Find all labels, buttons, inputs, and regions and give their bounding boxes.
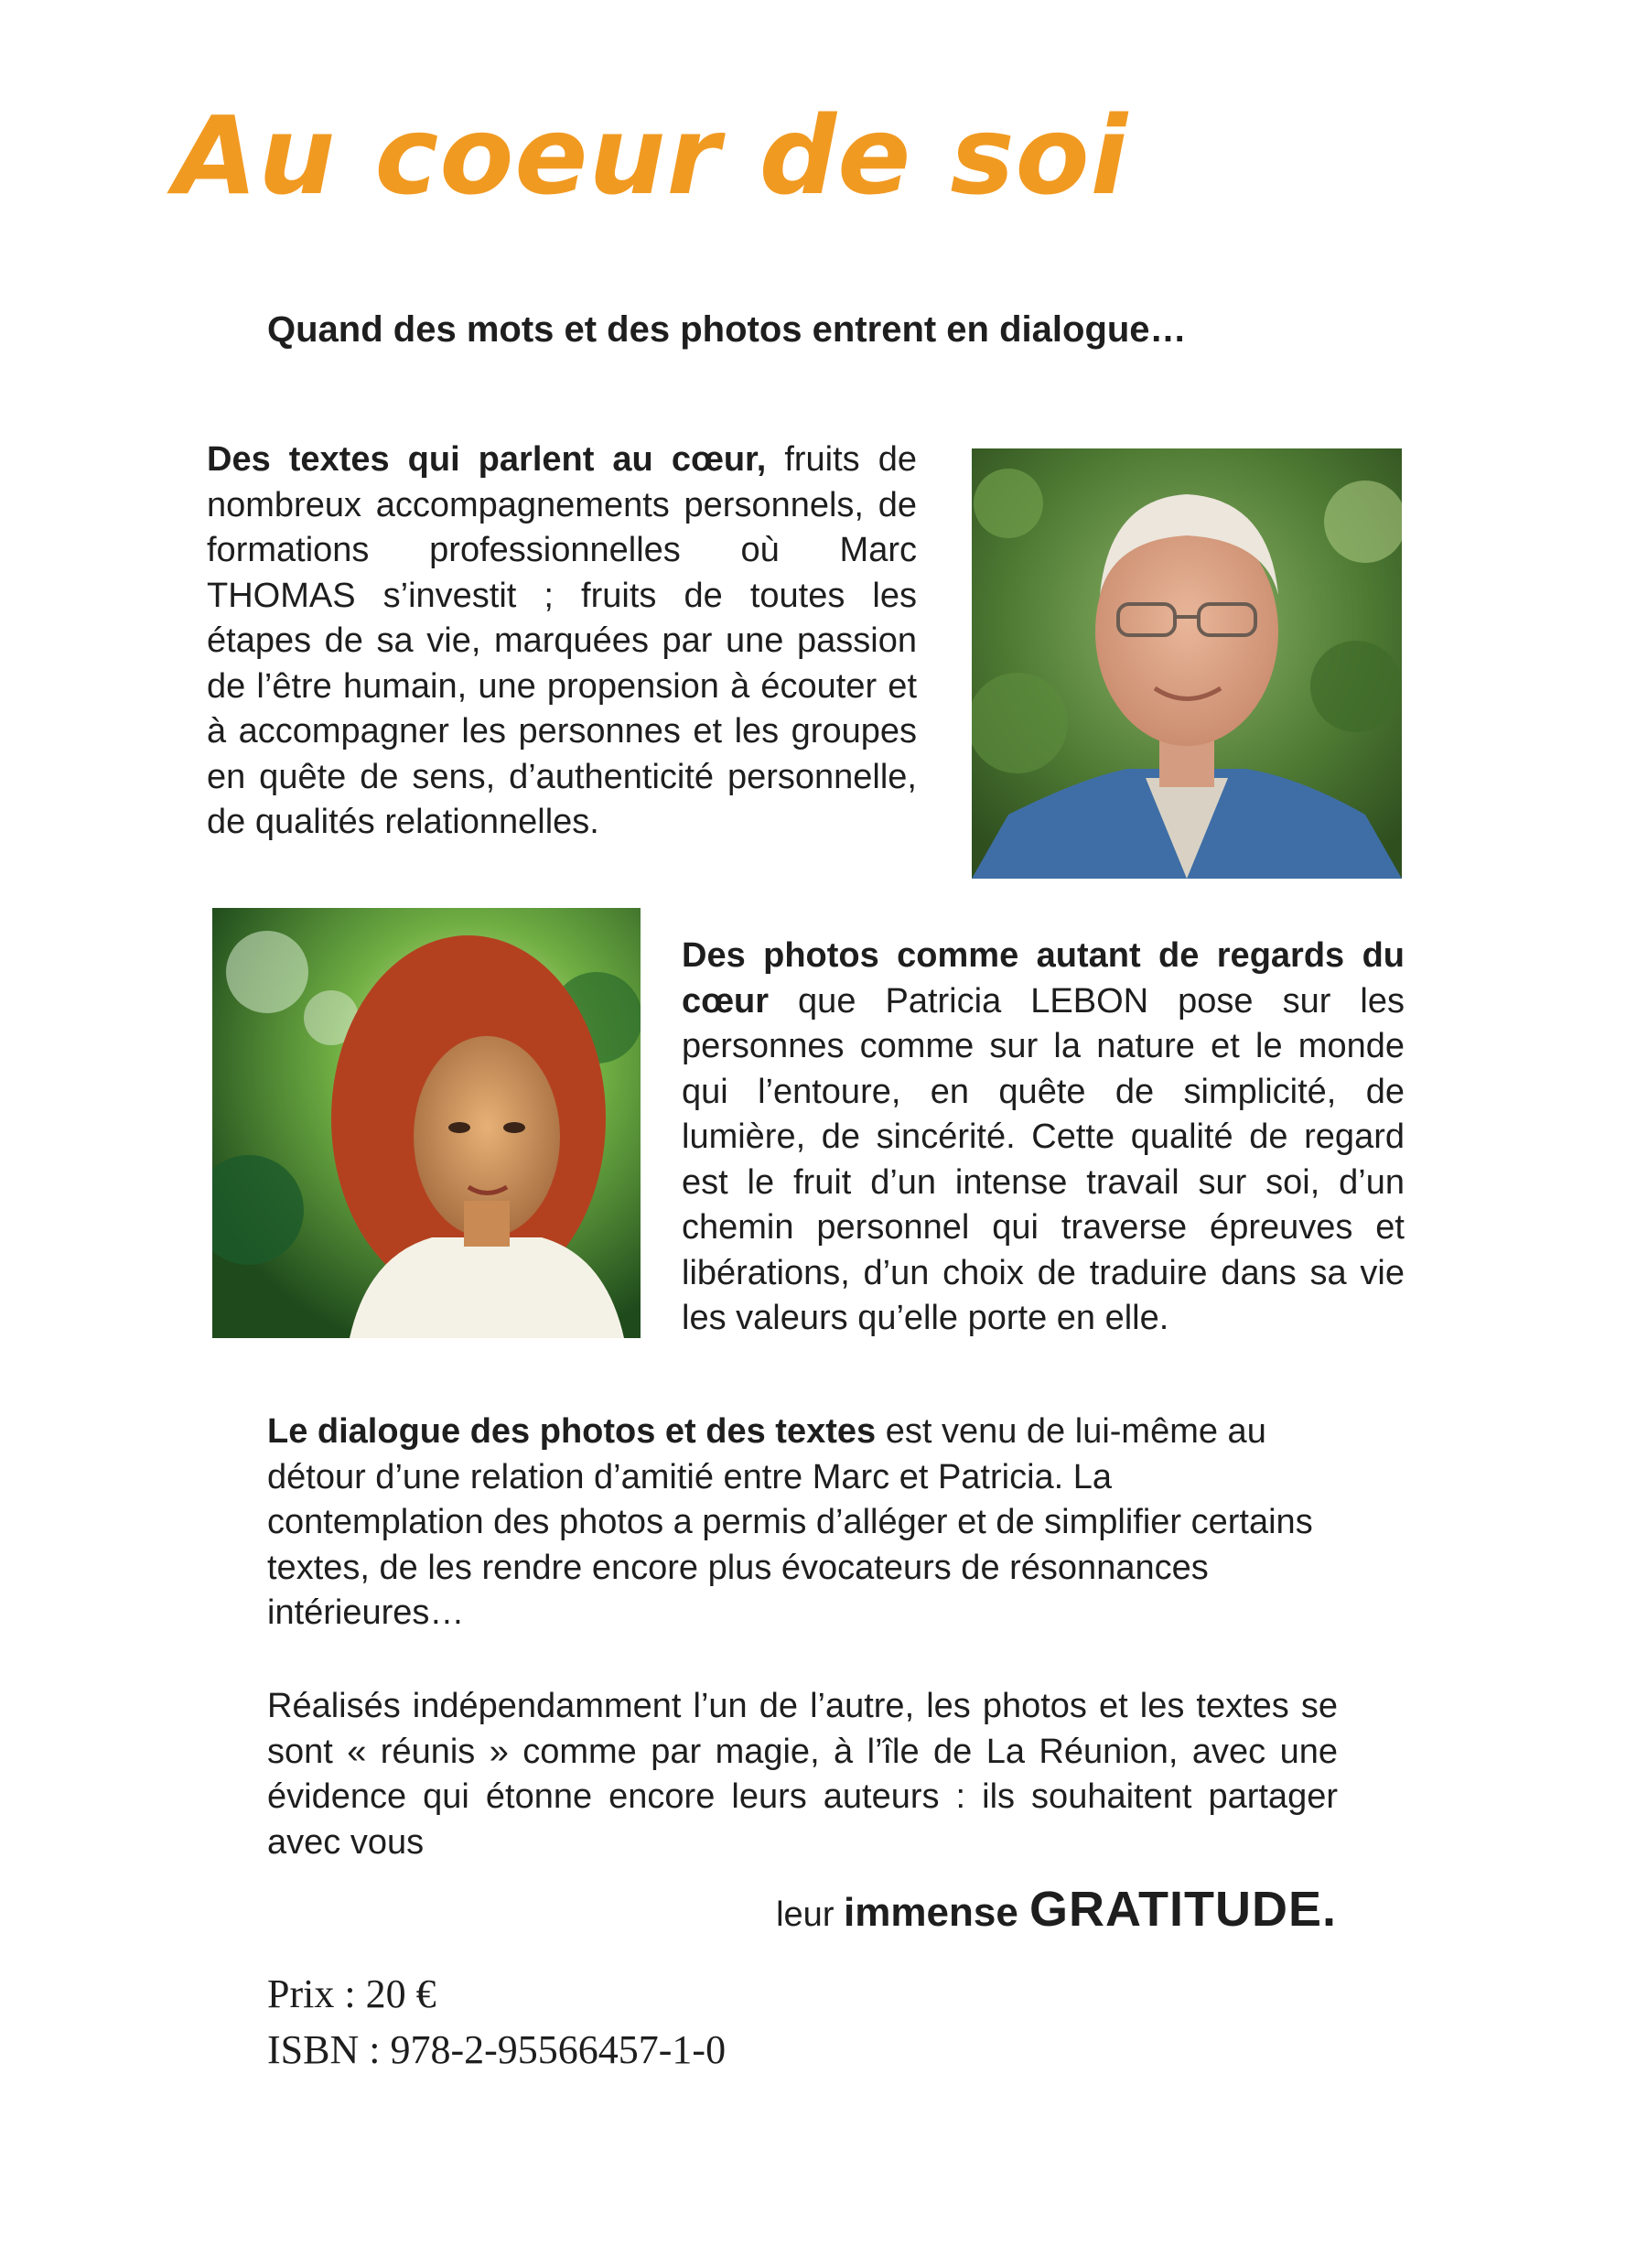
subtitle: Quand des mots et des photos entrent en dialogue… <box>267 309 1187 350</box>
gratitude-lead: leur <box>776 1895 845 1934</box>
paragraph-texts-lead: Des textes qui parlent au cœur, <box>207 440 767 479</box>
gratitude-line <box>776 1880 1337 1939</box>
photo-marc-thomas <box>972 448 1402 879</box>
paragraph-dialogue-lead: Le dialogue des photos et des textes <box>267 1412 877 1451</box>
paragraph-photos-lead: Des photos comme autant de regards du cœur <box>682 936 1405 1021</box>
paragraph-photos <box>682 934 1405 1342</box>
price: Prix : 20 € <box>267 1971 436 2016</box>
paragraph-reunion: Réalisés indépendamment l’un de l’autre, les photos et les textes se sont « réunis » comme par magie, à l’île de La Réunion, avec une évidence qui étonne encore leurs auteurs : ils souhaitent partager avec vous <box>267 1687 1338 1862</box>
photo-patricia-lebon <box>212 908 641 1338</box>
paragraph-dialogue <box>267 1409 1338 1636</box>
paragraph-dialogue-body: est venu de lui-même au détour d’une relation d’amitié entre Marc et Patricia. La contemplation des photos a permis d’alléger et de simplifier certains textes, de les rendre encore plus évocateurs de résonnances intérieures… <box>267 1412 1313 1632</box>
gratitude-word: GRATITUDE. <box>1029 1882 1337 1937</box>
gratitude-immense: immense <box>844 1890 1030 1935</box>
book-title: Au coeur de soi <box>174 92 1129 219</box>
paragraph-photos-body: que Patricia LEBON pose sur les personnes comme sur la nature et le monde qui l’entoure, en quête de simplicité, de lumière, de sincérité. Cette qualité de regard est le fruit d’un intense travail sur soi, d’un chemin personnel qui traverse épreuves et libérations, d’un choix de traduire dans sa vie les valeurs qu’elle porte en elle. <box>682 981 1405 1337</box>
paragraph-texts <box>207 437 917 846</box>
isbn: ISBN : 978-2-95566457-1-0 <box>267 2027 727 2072</box>
paragraph-texts-body: fruits de nombreux accompagnements personnels, de formations professionnelles où Marc THOMAS s’investit ; fruits de toutes les étapes de sa vie, marquées par une passion de l’être humain, une propension à écouter et à accompagner les personnes et les groupes en quête de sens, d’authenticité personnelle, de qualités relationnelles. <box>207 440 917 841</box>
